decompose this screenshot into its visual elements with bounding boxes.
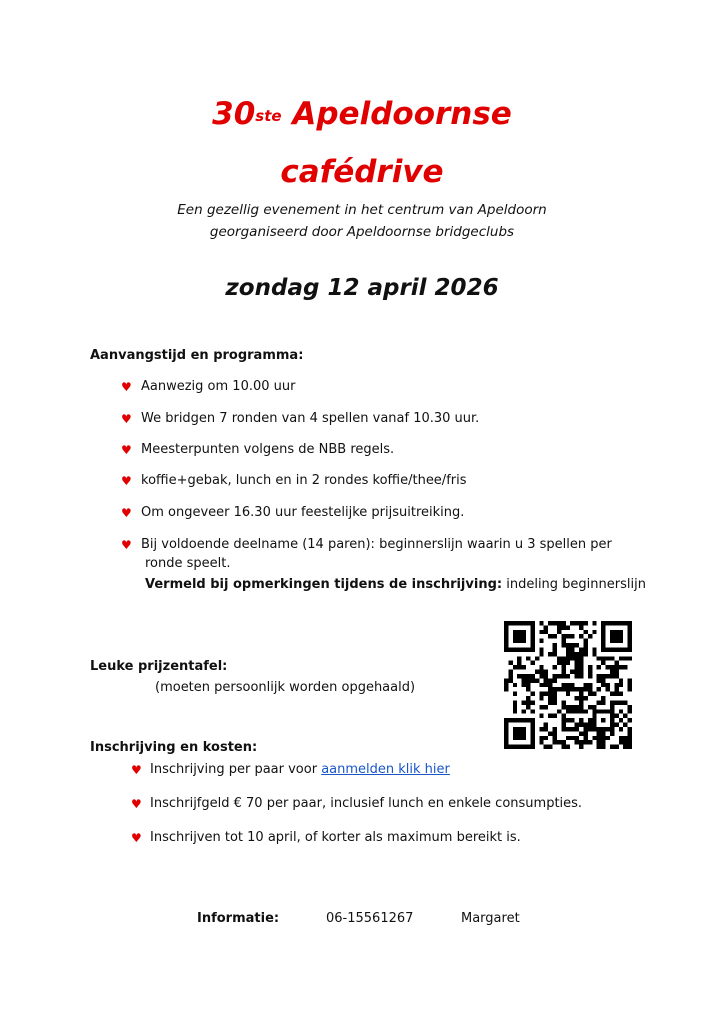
event-date: zondag 12 april 2026: [225, 275, 499, 301]
prizes-heading: Leuke prijzentafel:: [90, 659, 228, 674]
list-item-text: We bridgen 7 ronden van 4 spellen vanaf 10.30 uur.: [141, 411, 480, 426]
list-item-text: koffie+gebak, lunch en in 2 rondes koffie/thee/fris: [141, 473, 467, 488]
list-item-text: Om ongeveer 16.30 uur feestelijke prijsuitreiking.: [141, 505, 465, 520]
heart-icon: ♥: [121, 538, 132, 552]
title-suffix: ste: [255, 107, 282, 125]
heart-icon: ♥: [121, 380, 132, 394]
prizes-note: (moeten persoonlijk worden opgehaald): [155, 680, 416, 695]
info-phone: 06-15561267: [326, 911, 414, 926]
list-item-text: Meesterpunten volgens de NBB regels.: [141, 442, 395, 457]
subtitle-line1: Een gezellig evenement in het centrum van Apeldoorn: [177, 202, 547, 218]
subtitle-line2: georganiseerd door Apeldoornse bridgeclubs: [209, 224, 515, 240]
heart-icon: ♥: [121, 412, 132, 426]
title-number: 30: [212, 96, 256, 132]
registration-heading: Inschrijving en kosten:: [90, 740, 258, 755]
heart-icon: ♥: [131, 763, 142, 777]
info-label: Informatie:: [197, 911, 280, 926]
heart-icon: ♥: [131, 831, 142, 845]
heart-icon: ♥: [131, 797, 142, 811]
register-text: Inschrijving per paar voor: [150, 762, 322, 777]
note-value: indeling beginnerslijn: [502, 577, 646, 592]
program-heading: Aanvangstijd en programma:: [90, 348, 304, 363]
list-item-text: Bij voldoende deelname (14 paren): beginnerslijn waarin u 3 spellen per: [141, 537, 612, 552]
heart-icon: ♥: [121, 506, 132, 520]
heart-icon: ♥: [121, 474, 132, 488]
list-item-text: Inschrijfgeld € 70 per paar, inclusief lunch en enkele consumpties.: [150, 796, 583, 811]
page-title-line2: cafédrive: [280, 154, 444, 190]
note-label: Vermeld bij opmerkingen tijdens de inschrijving:: [145, 577, 503, 592]
registration-note: [145, 575, 646, 595]
info-contact-name: Margaret: [461, 911, 520, 926]
list-item-text: Aanwezig om 10.00 uur: [141, 379, 296, 394]
list-item-text: Inschrijven tot 10 april, of korter als maximum bereikt is.: [150, 830, 521, 845]
list-item-text: [150, 760, 450, 780]
qr-code-icon: [504, 621, 632, 749]
heart-icon: ♥: [121, 443, 132, 457]
list-item-text-continued: ronde speelt.: [145, 556, 231, 571]
title-rest: Apeldoornse: [281, 96, 512, 132]
page-title: [0, 94, 724, 134]
register-link[interactable]: aanmelden klik hier: [321, 762, 450, 777]
